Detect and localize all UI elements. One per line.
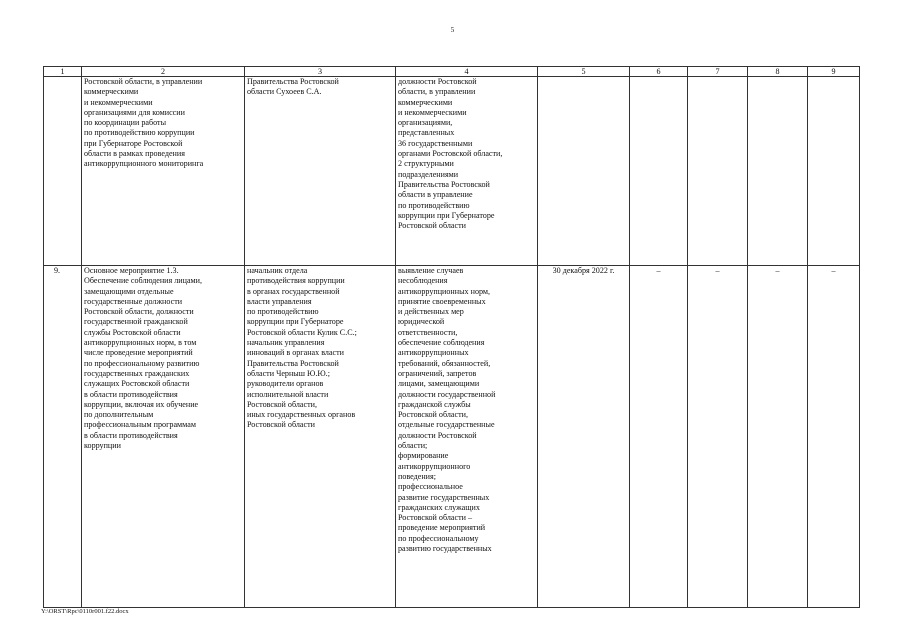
- cell-text-line: организациями для комиссии: [84, 107, 185, 117]
- cell-text-line: Основное мероприятие 1.3.: [84, 266, 179, 275]
- cell-text-line: должности Ростовской: [398, 430, 477, 440]
- measure-cell: [82, 266, 245, 608]
- cell-text-line: антикоррупционного мониторинга: [84, 159, 204, 169]
- cell-text-line: замещающими отдельные: [84, 286, 174, 296]
- cell-text-line: коммерческими: [84, 87, 139, 97]
- cell-text-line: юридической: [398, 317, 445, 327]
- table-header-row: [44, 67, 860, 77]
- cell-text-line: Правительства Ростовской: [398, 179, 490, 189]
- value-cell: [748, 77, 808, 266]
- header-cell: 7: [688, 67, 748, 77]
- cell-text-line: должности государственной: [398, 389, 496, 399]
- cell-text-line: требований, обязанностей,: [398, 358, 491, 368]
- cell-text-line: несоблюдения: [398, 276, 448, 286]
- cell-text-line: области Сухоеев С.А.: [247, 87, 322, 97]
- cell-text-line: Ростовской области –: [398, 513, 473, 523]
- cell-text-line: по противодействию: [247, 307, 319, 317]
- cell-text-line: по координации работы: [84, 118, 167, 128]
- row-number-cell: [44, 77, 82, 266]
- cell-text-line: государственные должности: [84, 296, 183, 306]
- cell-text-line: коррупции при Губернаторе: [247, 317, 344, 327]
- cell-text-line: органами Ростовской области,: [398, 149, 503, 159]
- cell-text-line: антикоррупционных норм, в том: [84, 338, 197, 348]
- cell-text-line: области;: [398, 441, 428, 451]
- result-cell: [396, 266, 538, 608]
- result-cell: [396, 77, 538, 266]
- cell-text-line: ограничений, запретов: [398, 368, 477, 378]
- cell-text-line: по противодействию коррупции: [84, 128, 195, 138]
- cell-text-line: профессиональным программам: [84, 420, 196, 430]
- header-cell: 4: [396, 67, 538, 77]
- cell-text-line: Ростовской области Кулик С.С.;: [247, 327, 357, 337]
- deadline-cell: [538, 77, 630, 266]
- header-cell: 1: [44, 67, 82, 77]
- action-plan-table: [43, 66, 860, 608]
- cell-text-line: власти управления: [247, 296, 312, 306]
- cell-text-line: государственных гражданских: [84, 368, 190, 378]
- cell-text-line: и некоммерческими: [84, 97, 153, 107]
- cell-text-line: области Черныш Ю.Ю.;: [247, 368, 330, 378]
- cell-text-line: в области противодействия: [84, 389, 178, 399]
- cell-text-line: числе проведение мероприятий: [84, 348, 193, 358]
- header-cell: 8: [748, 67, 808, 77]
- cell-text-line: служащих Ростовской области: [84, 379, 190, 389]
- cell-text-line: при Губернаторе Ростовской: [84, 138, 183, 148]
- cell-text-line: в органах государственной: [247, 286, 340, 296]
- deadline-cell: 30 декабря 2022 г.: [538, 266, 630, 608]
- table-row: [44, 266, 860, 608]
- cell-text-line: по дополнительным: [84, 410, 154, 420]
- value-cell: –: [688, 266, 748, 608]
- cell-text-line: коррупции, включая их обучение: [84, 399, 199, 409]
- cell-text-line: антикоррупционного: [398, 461, 471, 471]
- cell-text-line: по противодействию: [398, 200, 470, 210]
- cell-text-line: коррупции: [84, 441, 121, 451]
- cell-text-line: обеспечение соблюдения: [398, 338, 485, 348]
- cell-text-line: подразделениями: [398, 169, 459, 179]
- cell-text-line: Ростовской области,: [247, 399, 317, 409]
- cell-text-line: начальник отдела: [247, 266, 308, 275]
- cell-text-line: службы Ростовской области: [84, 327, 181, 337]
- cell-text-line: Правительства Ростовской: [247, 358, 339, 368]
- cell-text-line: Ростовской области, должности: [84, 307, 194, 317]
- cell-text-line: поведения;: [398, 471, 436, 481]
- cell-text-line: профессиональное: [398, 482, 463, 492]
- cell-text-line: гражданской службы: [398, 399, 471, 409]
- cell-text-line: и действенных мер: [398, 307, 464, 317]
- cell-text-line: иных государственных органов: [247, 410, 356, 420]
- cell-text-line: Ростовской области: [398, 221, 466, 231]
- cell-text-line: организациями,: [398, 118, 453, 128]
- responsible-cell: [245, 77, 396, 266]
- value-cell: [630, 77, 688, 266]
- cell-text-line: исполнительной власти: [247, 389, 329, 399]
- cell-text-line: формирование: [398, 451, 449, 461]
- cell-text-line: Ростовской области,: [398, 410, 468, 420]
- cell-text-line: антикоррупционных: [398, 348, 469, 358]
- cell-text-line: Ростовской области, в управлении: [84, 77, 203, 86]
- cell-text-line: в области противодействия: [84, 430, 178, 440]
- cell-text-line: проведение мероприятий: [398, 523, 486, 533]
- cell-text-line: принятие своевременных: [398, 296, 486, 306]
- cell-text-line: инноваций в органах власти: [247, 348, 345, 358]
- value-cell: –: [630, 266, 688, 608]
- table-row: [44, 77, 860, 266]
- cell-text-line: выявление случаев: [398, 266, 464, 275]
- value-cell: –: [808, 266, 860, 608]
- cell-text-line: антикоррупционных норм,: [398, 286, 491, 296]
- cell-text-line: развитию государственных: [398, 544, 492, 554]
- file-path-footer: Y:\ORST\Rpc\0110r001.f22.docx: [41, 608, 129, 615]
- cell-text-line: ответственности,: [398, 327, 458, 337]
- cell-text-line: должности Ростовской: [398, 77, 477, 86]
- cell-text-line: области в управление: [398, 190, 473, 200]
- cell-text-line: Обеспечение соблюдения лицами,: [84, 276, 203, 286]
- cell-text-line: коммерческими: [398, 97, 453, 107]
- header-cell: 9: [808, 67, 860, 77]
- value-cell: [808, 77, 860, 266]
- cell-text-line: 36 государственными: [398, 138, 473, 148]
- cell-text-line: руководители органов: [247, 379, 324, 389]
- cell-text-line: и некоммерческими: [398, 107, 467, 117]
- cell-text-line: 2 структурными: [398, 159, 454, 169]
- header-cell: 6: [630, 67, 688, 77]
- page-number: 5: [450, 26, 455, 34]
- cell-text-line: Правительства Ростовской: [247, 77, 339, 86]
- cell-text-line: коррупции при Губернаторе: [398, 210, 495, 220]
- cell-text-line: государственной гражданской: [84, 317, 188, 327]
- header-cell: 3: [245, 67, 396, 77]
- cell-text-line: лицами, замещающими: [398, 379, 480, 389]
- cell-text-line: гражданских служащих: [398, 502, 480, 512]
- header-cell: 5: [538, 67, 630, 77]
- cell-text-line: по профессиональному: [398, 533, 479, 543]
- responsible-cell: [245, 266, 396, 608]
- cell-text-line: области, в управлении: [398, 87, 476, 97]
- cell-text-line: области в рамках проведения: [84, 149, 185, 159]
- cell-text-line: противодействия коррупции: [247, 276, 345, 286]
- cell-text-line: по профессиональному развитию: [84, 358, 200, 368]
- value-cell: –: [748, 266, 808, 608]
- cell-text-line: развитие государственных: [398, 492, 490, 502]
- cell-text-line: Ростовской области: [247, 420, 315, 430]
- measure-cell: [82, 77, 245, 266]
- cell-text-line: начальник управления: [247, 338, 325, 348]
- row-number-cell: 9.: [44, 266, 82, 608]
- cell-text-line: отдельные государственные: [398, 420, 495, 430]
- cell-text-line: представленных: [398, 128, 455, 138]
- value-cell: [688, 77, 748, 266]
- header-cell: 2: [82, 67, 245, 77]
